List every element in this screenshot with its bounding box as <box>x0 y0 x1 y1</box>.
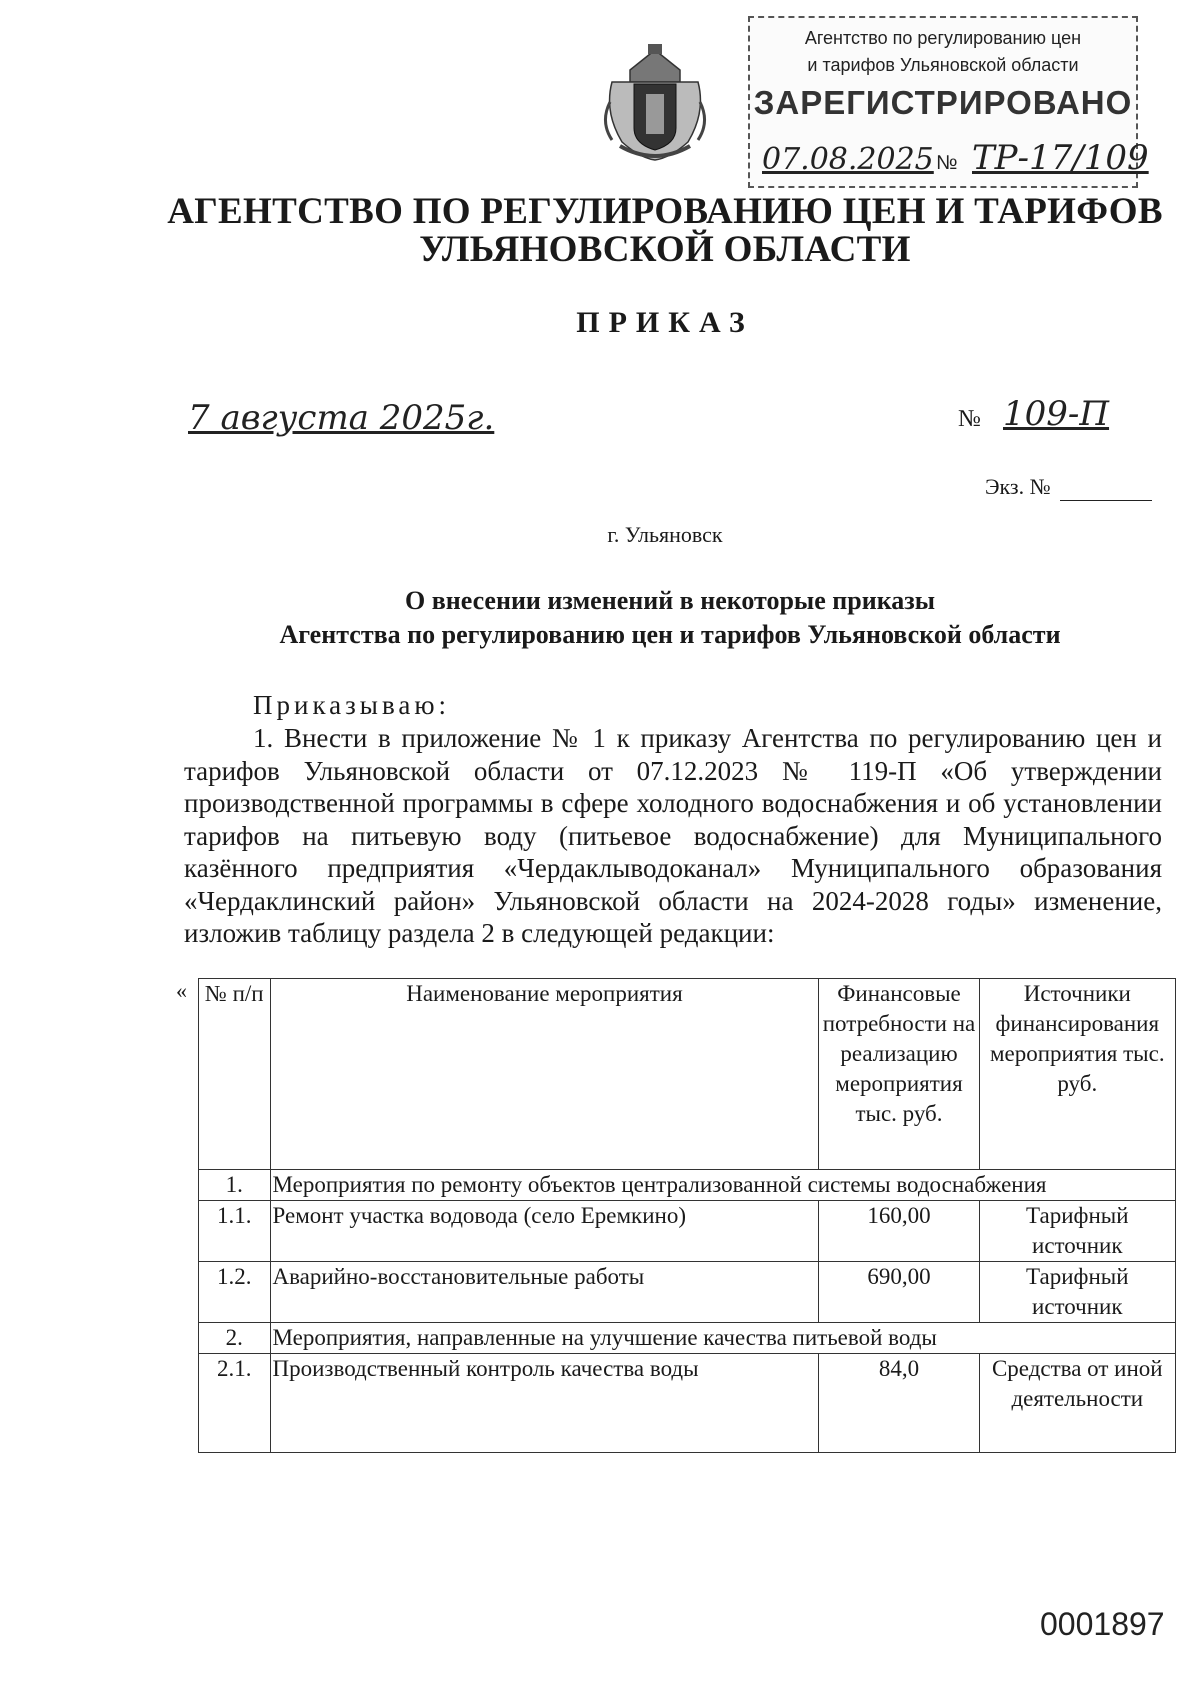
coat-of-arms-emblem <box>600 42 710 162</box>
subject-line2: Агентства по регулированию цен и тарифов Ульяновской области <box>279 620 1061 649</box>
copy-number-blank <box>1060 500 1152 501</box>
header-fin: Финансовые потребности на реализацию мероприятия тыс. руб. <box>819 979 979 1170</box>
row-2-1-num: 2.1. <box>199 1354 271 1453</box>
row-2-1-name: Производственный контроль качества воды <box>270 1354 819 1453</box>
row-1-2-name: Аварийно-восстановительные работы <box>270 1262 819 1323</box>
stamp-number: ТР-17/109 <box>972 138 1149 178</box>
stamp-agency-line2: и тарифов Ульяновской области <box>807 55 1079 75</box>
stamp-number-label: № <box>936 152 958 174</box>
table-row <box>199 1201 1176 1262</box>
header-num: № п/п <box>199 979 271 1170</box>
table-section-row <box>199 1323 1176 1354</box>
section-1-num: 1. <box>199 1170 271 1201</box>
row-1-2-fin: 690,00 <box>819 1262 979 1323</box>
table-header-row <box>199 979 1176 1170</box>
header-src: Источники финансирования мероприятия тыс. руб. <box>979 979 1175 1170</box>
agency-title-line1: АГЕНТСТВО ПО РЕГУЛИРОВАНИЮ ЦЕН И ТАРИФОВ <box>167 191 1163 232</box>
city: г. Ульяновск <box>607 522 723 547</box>
agency-title-line2: УЛЬЯНОВСКОЙ ОБЛАСТИ <box>419 229 911 270</box>
registration-stamp <box>748 16 1149 188</box>
row-2-1-src: Средства от иной деятельности <box>979 1354 1175 1453</box>
stamp-registered-label: ЗАРЕГИСТРИРОВАНО <box>753 84 1133 121</box>
row-2-1-fin: 84,0 <box>819 1354 979 1453</box>
row-1-1-name: Ремонт участка водовода (село Еремкино) <box>270 1201 819 1262</box>
copy-number-label: Экз. № <box>985 474 1051 499</box>
paragraph-1-text: 1. Внести в приложение № 1 к приказу Агентства по регулированию цен и тарифов Ульяновской области от 07.12.2023 № 119-П «Об утверждении производственной программы в сфере холодного водоснабжения и об установлении тарифов на питьевую воду (питьевое водоснабжение) для Муниципального казённого предприятия «Чердаклыводоканал» Муниципального образования «Чердаклинский район» Ульяновской области на 2024-2028 годы» изменение, изложив таблицу раздела 2 в следующей редакции: <box>184 723 1162 948</box>
measures-table <box>198 978 1176 1453</box>
row-1-1-fin: 160,00 <box>819 1201 979 1262</box>
table-section-row <box>199 1170 1176 1201</box>
row-1-1-src: Тарифный источник <box>979 1201 1175 1262</box>
order-number-label: № <box>958 406 981 432</box>
row-1-2-src: Тарифный источник <box>979 1262 1175 1323</box>
stamp-agency-line1: Агентство по регулированию цен <box>804 28 1082 48</box>
document-type-title: ПРИКАЗ <box>576 306 754 339</box>
table-row <box>199 1354 1176 1453</box>
stamp-date: 07.08.2025 <box>762 142 934 177</box>
section-2-title: Мероприятия, направленные на улучшение качества питьевой воды <box>270 1323 1176 1354</box>
order-word: Приказываю: <box>253 690 450 720</box>
order-number: 109-П <box>1003 394 1110 434</box>
order-date: 7 августа 2025г. <box>188 398 495 438</box>
section-1-title: Мероприятия по ремонту объектов централизованной системы водоснабжения <box>270 1170 1176 1201</box>
row-1-1-num: 1.1. <box>199 1201 271 1262</box>
paragraph-1 <box>184 722 1162 950</box>
row-1-2-num: 1.2. <box>199 1262 271 1323</box>
section-2-num: 2. <box>199 1323 271 1354</box>
header-name: Наименование мероприятия <box>270 979 819 1170</box>
table-opening-quote: « <box>176 978 187 1003</box>
subject-line1: О внесении изменений в некоторые приказы <box>404 586 936 615</box>
table-row <box>199 1262 1176 1323</box>
document-serial-number: 0001897 <box>1040 1606 1165 1642</box>
